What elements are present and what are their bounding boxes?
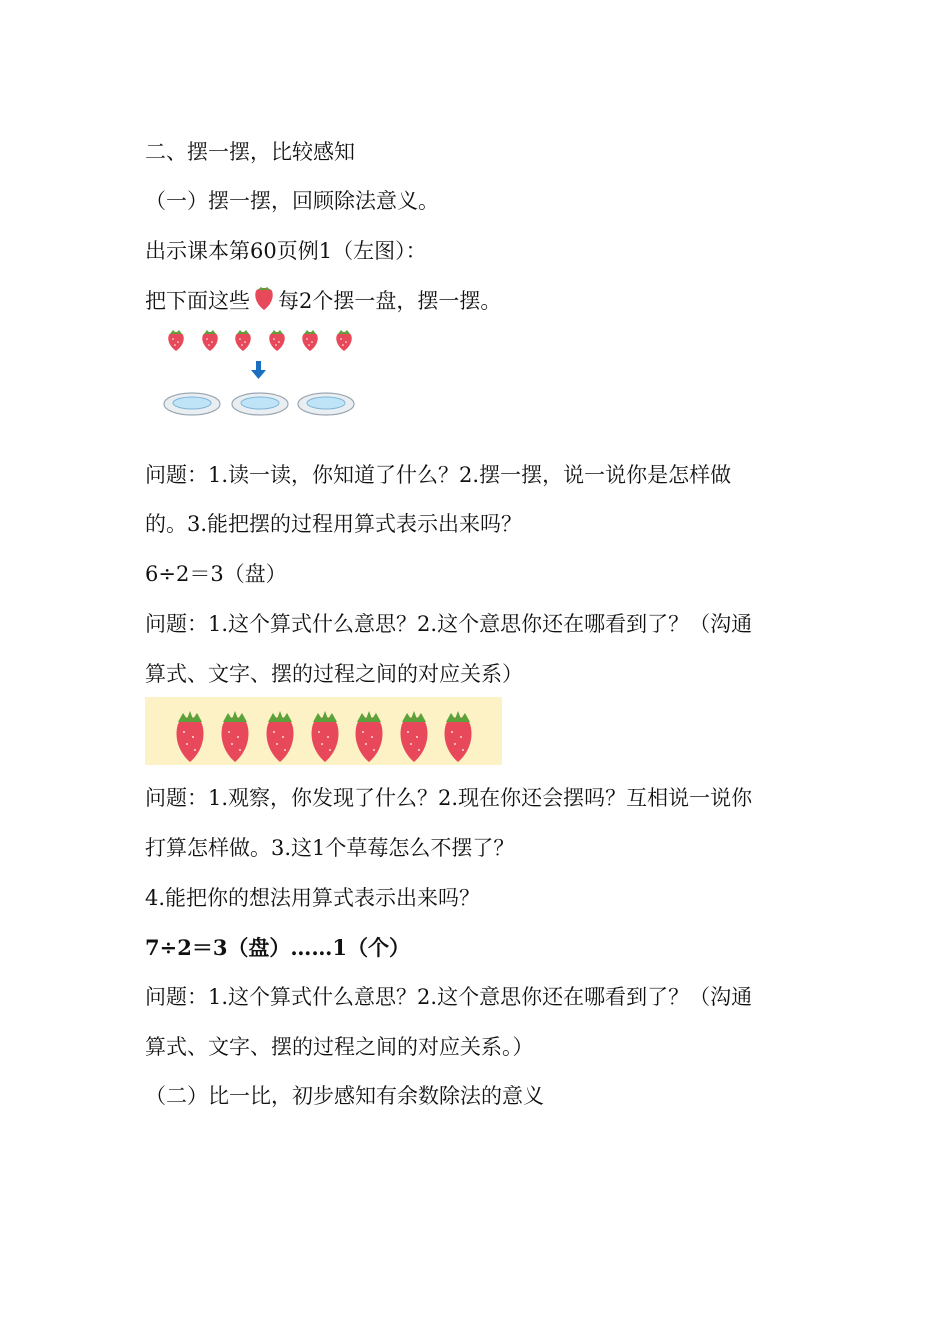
strawberry-icon [269,330,284,351]
questions-4-line-1: 问题：1.这个算式什么意思？2.这个意思你还在哪看到了？（沟通 [145,985,753,1009]
strawberry-icon [312,711,339,762]
down-arrow-icon [251,361,266,379]
strawberry-icon [336,330,351,351]
heading: 二、摆一摆，比较感知 [145,140,355,164]
strawberry-icon [302,330,317,351]
strawberry-icon [177,711,204,762]
strawberry-row [168,330,351,351]
questions-1-line-1: 问题：1.读一读，你知道了什么？2.摆一摆，说一说你是怎样做 [145,463,732,487]
example-intro: 出示课本第60页例1（左图）： [145,239,427,263]
strawberry-icon [235,330,250,351]
questions-3-line-1: 问题：1.观察，你发现了什么？2.现在你还会摆吗？互相说一说你 [145,786,753,810]
strawberry-icon [202,330,217,351]
questions-4-line-2: 算式、文字、摆的过程之间的对应关系。） [145,1035,534,1059]
strawberry-row-figure [145,697,502,765]
strawberry-icon [252,284,276,319]
plate-row [164,393,354,415]
section-1-title: （一）摆一摆，回顾除法意义。 [145,189,439,213]
questions-3-line-3: 4.能把你的想法用算式表示出来吗？ [145,886,481,910]
questions-1-line-2: 的。3.能把摆的过程用算式表示出来吗？ [145,512,523,536]
plate-icon [298,393,354,415]
strawberry-icon [401,711,428,762]
section-2-title: （二）比一比，初步感知有余数除法的意义 [145,1084,544,1108]
instruction-before: 把下面这些 [145,289,250,313]
strawberry-icon [168,330,183,351]
questions-3-line-2: 打算怎样做。3.这1个草莓怎么不摆了？ [145,836,515,860]
strawberry-icon [356,711,383,762]
equation-2: 7÷2＝3（盘）……1（个） [145,935,411,960]
plate-icon [164,393,220,415]
example-figure [160,325,360,420]
strawberry-icon [445,711,472,762]
plate-icon [232,393,288,415]
strawberry-icon [267,711,294,762]
instruction-after: 每2个摆一盘，摆一摆。 [278,289,502,313]
equation-1: 6÷2＝3（盘） [145,562,287,586]
strawberry-icon [222,711,249,762]
questions-2-line-1: 问题：1.这个算式什么意思？2.这个意思你还在哪看到了？（沟通 [145,612,753,636]
questions-2-line-2: 算式、文字、摆的过程之间的对应关系） [145,662,523,686]
instruction-line [145,284,501,319]
